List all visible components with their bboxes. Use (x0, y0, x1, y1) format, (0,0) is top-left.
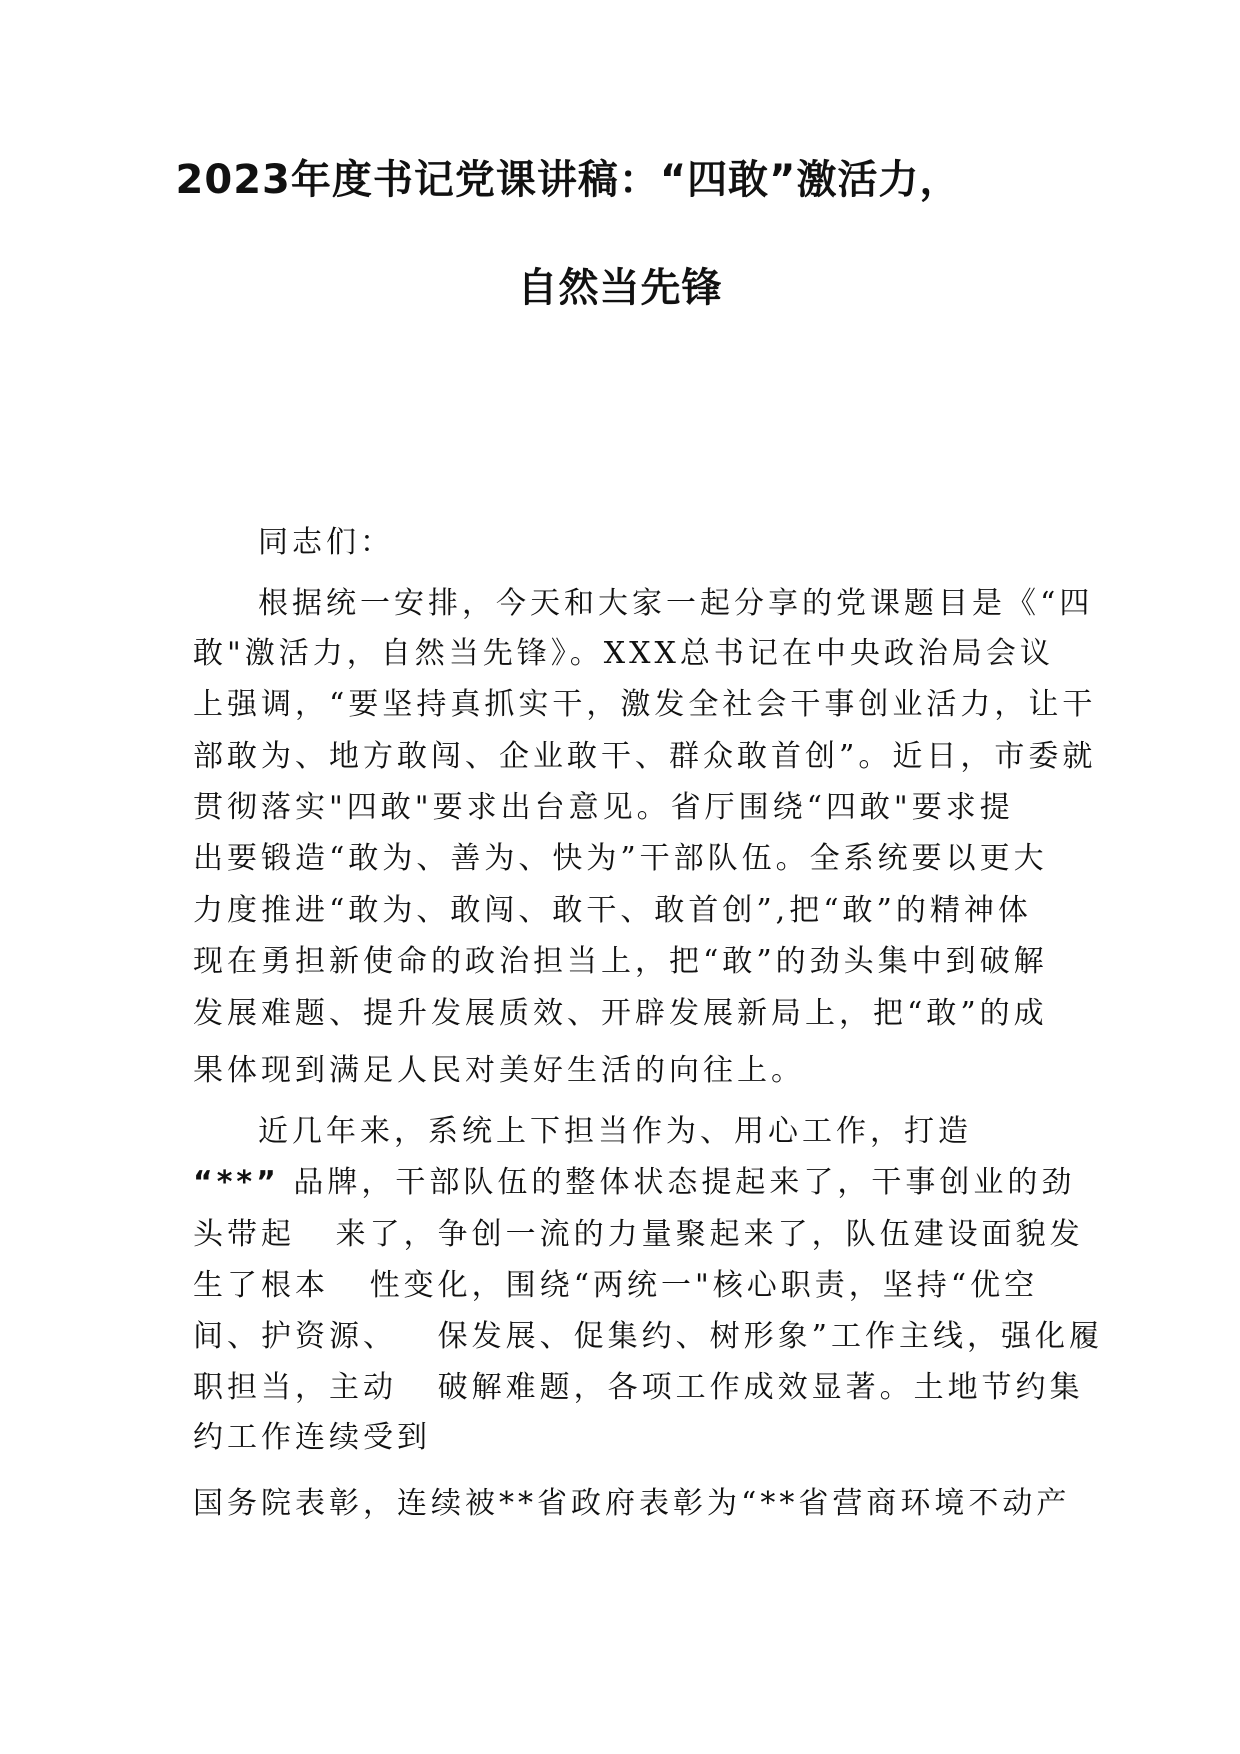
paragraph-line: 国务院表彰，连续被**省政府表彰为“**省营商环境不动产 (193, 1486, 1071, 1521)
paragraph-line: 根据统一安排，今天和大家一起分享的党课题目是《“四 (258, 586, 1094, 621)
document-title-line-1: 2023年度书记党课讲稿：“四敢”激活力， (175, 157, 961, 203)
paragraph-line-rest: 品牌，干部队伍的整体状态提起来了，干事创业的劲 (279, 1165, 1076, 1200)
paragraph-line: 出要锻造“敢为、善为、快为”干部队伍。全系统要以更大 (193, 841, 1048, 876)
paragraph-line: 贯彻落实"四敢"要求出台意见。省厅围绕“四敢"要求提 (193, 790, 1014, 825)
paragraph-line: 现在勇担新使命的政治担当上，把“敢”的劲头集中到破解 (193, 944, 1048, 979)
paragraph-line: 职担当，主动 破解难题，各项工作成效显著。土地节约集 (193, 1370, 1084, 1405)
paragraph-line: 头带起 来了，争创一流的力量聚起来了，队伍建设面貌发 (193, 1217, 1084, 1252)
paragraph-line: 敢"激活力，自然当先锋》。XXX总书记在中央政治局会议 (193, 636, 1054, 671)
paragraph-line: 约工作连续受到 (193, 1420, 431, 1455)
paragraph-line-with-mark (193, 1157, 1075, 1201)
greeting: 同志们： (258, 525, 394, 560)
paragraph-line: 上强调，“要坚持真抓实干，激发全社会干事创业活力，让干 (193, 687, 1097, 722)
paragraph-line: 力度推进“敢为、敢闯、敢干、敢首创”,把“敢”的精神体 (193, 893, 1032, 928)
paragraph-line: 果体现到满足人民对美好生活的向往上。 (193, 1053, 805, 1088)
paragraph-line: 部敢为、地方敢闯、企业敢干、群众敢首创”。近日，市委就 (193, 739, 1097, 774)
bold-quote-mark: “**” (193, 1165, 280, 1200)
document-title-line-2: 自然当先锋 (517, 265, 723, 311)
paragraph-line: 间、护资源、 保发展、促集约、树形象”工作主线，强化履 (193, 1319, 1103, 1354)
paragraph-line: 近几年来，系统上下担当作为、用心工作，打造 (258, 1114, 972, 1149)
paragraph-line: 生了根本 性变化，围绕“两统一"核心职责，坚持“优空 (193, 1268, 1039, 1303)
paragraph-line: 发展难题、提升发展质效、开辟发展新局上，把“敢”的成 (193, 996, 1048, 1031)
